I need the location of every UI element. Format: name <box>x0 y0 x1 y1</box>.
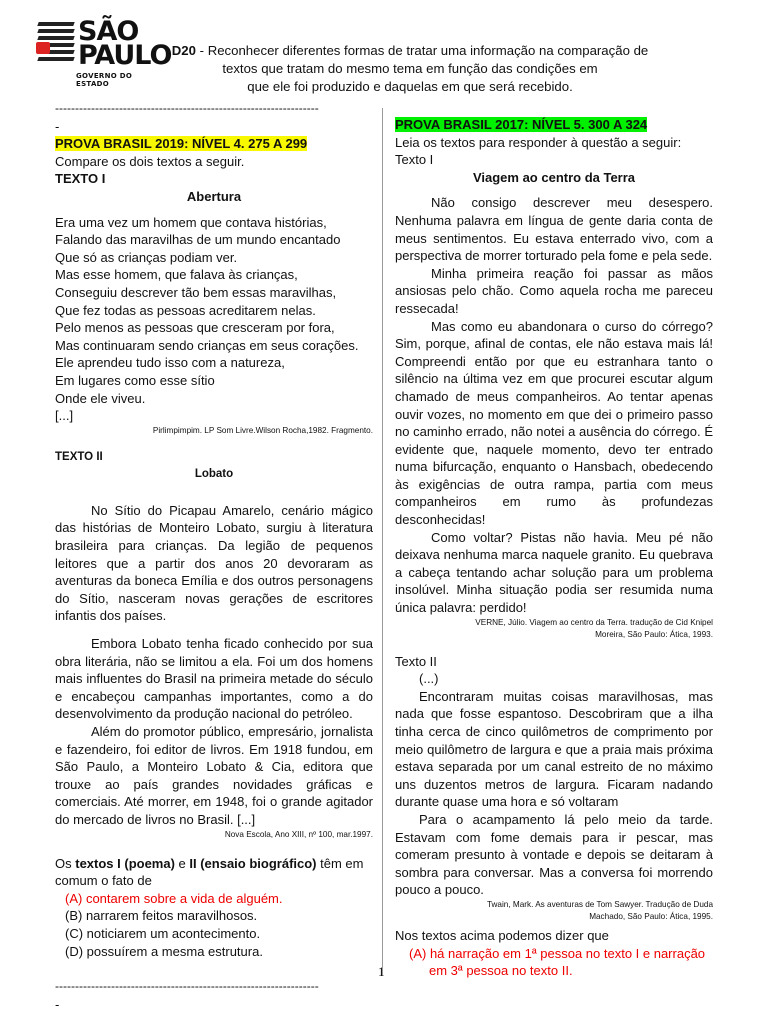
poem-line: Mas esse homem, que falava às crianças, <box>55 267 298 283</box>
text1-source: VERNE, Júlio. Viagem ao centro da Terra. tradução de Cid Knipel Moreira, São Paulo: Ática, 1993. <box>475 617 713 639</box>
text2-paragraph: Para o acampamento lá pelo meio da tarde. Estavam com fome demais para ir pescar, mas comeram presunto à vontade e depois se deitaram à sombra para conversar. Mas a conversa foi morrendo pouco a pouco. <box>395 811 713 898</box>
text2-paragraph: Além do promotor público, empresário, jornalista e fazendeiro, foi editor de livros. Em 1918 fundou, em São Paulo, a Monteiro Lobato & Cia, editora que trouxe ao país grandes novidades gráficas e comerciais. Até morrer, em 1948, foi o grande agitador do mercado de livros no Brasil. [...] <box>55 724 373 827</box>
page-header <box>150 42 670 96</box>
column-divider <box>382 108 383 976</box>
text1-title: Abertura <box>186 188 242 204</box>
poem-line: Mas continuaram sendo crianças em seus corações. <box>55 337 359 353</box>
separator-line: ------------------------------------------------------------------ <box>55 979 319 994</box>
text2-title: Lobato <box>194 468 234 481</box>
descriptor-code: D20 <box>171 43 196 58</box>
option-b: (B) narrarem feitos maravilhosos. <box>65 908 258 924</box>
poem-line: Que só as crianças podiam ver. <box>55 249 238 265</box>
text2-paragraph: No Sítio do Picapau Amarelo, cenário mágico das histórias de Monteiro Lobato, surgiu à literatura brasileira para crianças. Da legião de pequenos leitores que a partir dos anos 20 devoraram as aventuras da boneca Emília e dos outros personagens do Sítio, nasceram novas gerações de escritores infantis dos países. <box>55 502 373 624</box>
sao-paulo-logo <box>38 16 172 88</box>
question-prompt: Leia os textos para responder à questão a seguir: <box>395 134 682 150</box>
text1-source: Pirlimpimpim. LP Som Livre.Wilson Rocha,1982. Fragmento. <box>152 425 373 435</box>
header-line3: que ele foi produzido e daquelas em que será recebido. <box>247 79 573 94</box>
question-stem: Os textos I (poema) e II (ensaio biográfico) têm em comum o fato de <box>55 855 364 889</box>
logo-line2: PAULO <box>78 40 172 71</box>
text1-paragraph: Mas como eu abandonara o curso do córrego? Sim, porque, afinal de contas, ele não estava mais lá! Compreendi então por que eu estranhara tanto o silêncio na última vez em que procurei escutar algum chamado de meus companheiros. Ao tentar apenas ouvir vozes, no momento em que dei o primeiro passo no caminho errado, não notei a ausência do córrego. É evidente que, naquele momento, devo ter entrado numa bifurcação, enquanto o Hansbach, obedecendo às exigências de outra rampa, partia com meus companheiros em rumo às profundezas desconhecidas! <box>395 318 713 528</box>
poem-line: Em lugares como esse sítio <box>55 372 215 388</box>
text2-paragraph: Embora Lobato tenha ficado conhecido por sua obra literária, não se limitou a ela. Foi um dos homens mais influentes do Brasil na primeira metade do século e encabeçou campanhas importantes, como a do desenvolvimento da produção nacional do petróleo. <box>55 636 373 722</box>
text2-source: Twain, Mark. As aventuras de Tom Sawyer. Tradução de Duda Machado, São Paulo: Ática, 1995. <box>486 899 713 921</box>
logo-line3: GOVERNO DO ESTADO <box>76 72 133 88</box>
question-stem: Nos textos acima podemos dizer que <box>395 927 609 943</box>
poem-line: Onde ele viveu. <box>55 390 146 406</box>
poem-line: Era uma vez um homem que contava histórias, <box>55 214 327 230</box>
exam-title-2017: PROVA BRASIL 2017: NÍVEL 5. 300 A 324 <box>395 117 648 132</box>
text1-label: Texto I <box>395 152 434 168</box>
text2-ellipsis: (...) <box>419 671 439 687</box>
separator-line: ------------------------------------------------------------------ <box>55 101 319 115</box>
text2-label: TEXTO II <box>55 450 103 463</box>
poem-line: Conseguiu descrever tão bem essas maravilhas, <box>55 284 337 300</box>
option-d: (D) possuírem a mesma estrutura. <box>65 943 263 959</box>
separator-tail: - <box>55 996 60 1012</box>
logo-line1: SÃO <box>78 16 139 47</box>
left-column <box>55 100 373 1013</box>
header-line2: textos que tratam do mesmo tema em função das condições em <box>222 61 598 76</box>
text2-source: Nova Escola, Ano XIII, nº 100, mar.1997. <box>224 829 373 839</box>
option-a: (A) há narração em 1ª pessoa no texto I e narração em 3ª pessoa no texto II. <box>409 945 706 979</box>
header-line1: - Reconhecer diferentes formas de tratar uma informação na comparação de <box>195 43 649 58</box>
separator-tail: - <box>55 118 60 134</box>
text1-paragraph: Minha primeira reação foi passar as mãos ansiosas pelo chão. Como aquela rocha me pareceu ressecada! <box>395 265 713 316</box>
option-a: (A) contarem sobre a vida de alguém. <box>65 890 283 906</box>
page-number: 1 <box>378 964 385 979</box>
flag-stripes-icon <box>38 22 74 66</box>
text1-paragraph: Como voltar? Pistas não havia. Meu pé não deixava nenhuma marca naquele granito. Eu quebrava a cabeça tentando achar solução para um problema insolúvel. Minha situação podia ser resumida numa única palavra: perdido! <box>395 529 713 616</box>
poem-line: Que fez todas as pessoas acreditarem nelas. <box>55 302 316 318</box>
poem-line: Falando das maravilhas de um mundo encantado <box>55 232 341 248</box>
text1-paragraph: Não consigo descrever meu desespero. Nenhuma palavra em língua de gente daria conta de meus sentimentos. Eu estava enterrado vivo, com a perspectiva de morrer torturado pela fome e pela sede. <box>395 195 713 264</box>
exam-title-2019: PROVA BRASIL 2019: NÍVEL 4. 275 A 299 <box>55 136 308 152</box>
question-prompt: Compare os dois textos a seguir. <box>55 153 245 169</box>
poem-line: [...] <box>55 408 74 424</box>
right-column <box>395 116 713 980</box>
text2-label: Texto II <box>395 653 437 669</box>
poem-line: Pelo menos as pessoas que cresceram por fora, <box>55 320 335 336</box>
poem <box>55 214 373 425</box>
poem-line: Ele aprendeu tudo isso com a natureza, <box>55 355 285 371</box>
option-c: (C) noticiarem um acontecimento. <box>65 925 261 941</box>
text1-title: Viagem ao centro da Terra <box>472 169 636 185</box>
text1-label: TEXTO I <box>55 171 106 187</box>
text2-paragraph: Encontraram muitas coisas maravilhosas, mas nada que fosse espantoso. Descobriram que a ilha tinha cerca de cinco quilômetros de comprimento por meio quilômetro de largura e que a praia mais próxima estava separada por um canal estreito de no máximo uns duzentos metros de largura. Ficaram nadando durante quase uma hora e só voltaram <box>395 688 713 810</box>
